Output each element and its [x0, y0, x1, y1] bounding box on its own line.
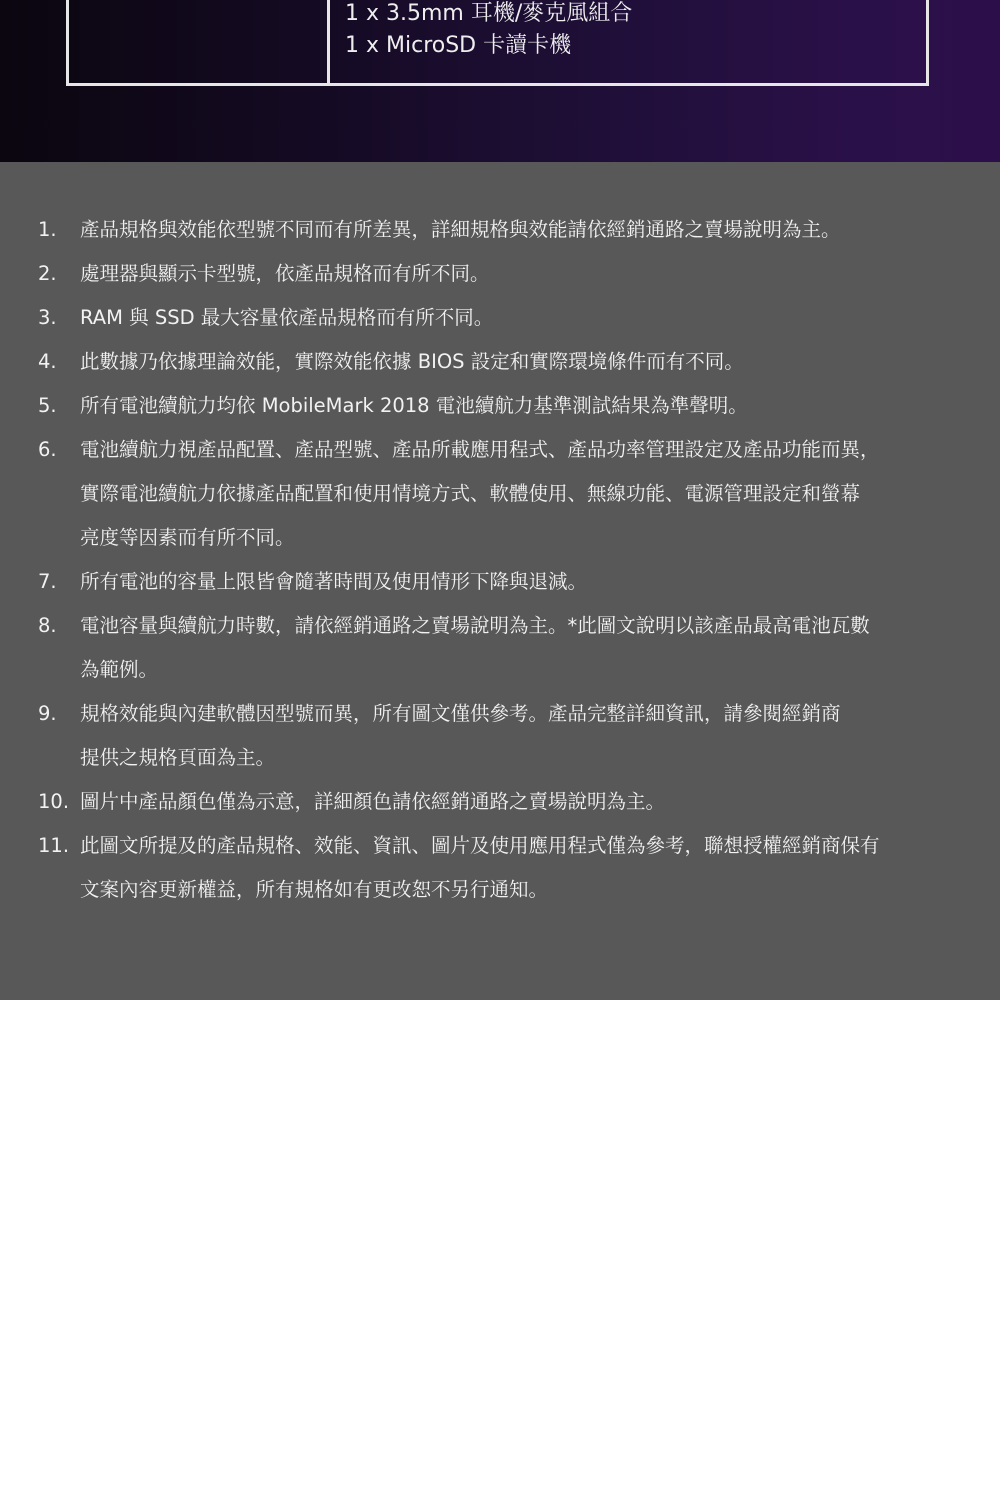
disclaimer-item: [0, 296, 1000, 340]
disclaimer-item: [0, 824, 1000, 912]
disclaimer-text: 此數據乃依據理論效能，實際效能依據 BIOS 設定和實際環境條件而有不同。: [80, 350, 744, 373]
spec-line: 1 x 3.5mm 耳機/麥克風組合: [345, 1, 633, 26]
disclaimer-item: [0, 780, 1000, 824]
disclaimer-number: 2.: [38, 262, 57, 285]
spec-table-divider: [327, 0, 330, 83]
disclaimer-text: 所有電池的容量上限皆會隨著時間及使用情形下降與退減。: [80, 570, 588, 593]
disclaimer-number: 5.: [38, 394, 57, 417]
spec-section: [0, 0, 1000, 162]
disclaimer-text: 產品規格與效能依型號不同而有所差異，詳細規格與效能請依經銷通路之賣場說明為主。: [80, 218, 841, 241]
disclaimer-text: 規格效能與內建軟體因型號而異，所有圖文僅供參考。產品完整詳細資訊，請參閱經銷商 提供之規格頁面為主。: [80, 702, 841, 769]
disclaimer-text: 所有電池續航力均依 MobileMark 2018 電池續航力基準測試結果為準聲明。: [80, 394, 748, 417]
disclaimer-number: 1.: [38, 218, 57, 241]
disclaimer-number: 10.: [38, 790, 70, 813]
disclaimer-text: 電池容量與續航力時數，請依經銷通路之賣場說明為主。*此圖文說明以該產品最高電池瓦數 為範例。: [80, 614, 870, 681]
disclaimer-number: 7.: [38, 570, 57, 593]
disclaimer-text: 圖片中產品顏色僅為示意，詳細顏色請依經銷通路之賣場說明為主。: [80, 790, 666, 813]
disclaimer-item: [0, 692, 1000, 780]
disclaimer-text: RAM 與 SSD 最大容量依產品規格而有所不同。: [80, 306, 494, 329]
disclaimer-item: [0, 252, 1000, 296]
disclaimer-text: 此圖文所提及的產品規格、效能、資訊、圖片及使用應用程式僅為參考，聯想授權經銷商保有 文案內容更新權益，所有規格如有更改恕不另行通知。: [80, 834, 880, 901]
spec-ports-cell: [345, 0, 632, 62]
disclaimer-text: 處理器與顯示卡型號，依產品規格而有所不同。: [80, 262, 490, 285]
disclaimer-section: [0, 162, 1000, 1000]
disclaimer-item: [0, 208, 1000, 252]
disclaimer-number: 11.: [38, 834, 70, 857]
disclaimer-item: [0, 340, 1000, 384]
disclaimer-number: 6.: [38, 438, 57, 461]
spec-line: 1 x MicroSD 卡讀卡機: [345, 33, 572, 58]
disclaimer-item: [0, 384, 1000, 428]
disclaimer-number: 9.: [38, 702, 57, 725]
disclaimer-item: [0, 560, 1000, 604]
disclaimer-number: 3.: [38, 306, 57, 329]
disclaimer-number: 8.: [38, 614, 57, 637]
spec-table: [66, 0, 929, 86]
disclaimer-list: [0, 208, 1000, 912]
disclaimer-item: [0, 604, 1000, 692]
disclaimer-number: 4.: [38, 350, 57, 373]
disclaimer-item: [0, 428, 1000, 560]
disclaimer-text: 電池續航力視產品配置、產品型號、產品所載應用程式、產品功率管理設定及產品功能而異， 實際電池續航力依據產品配置和使用情境方式、軟體使用、無線功能、電源管理設定和螢幕 亮度等因素而有所不同。: [80, 438, 880, 549]
